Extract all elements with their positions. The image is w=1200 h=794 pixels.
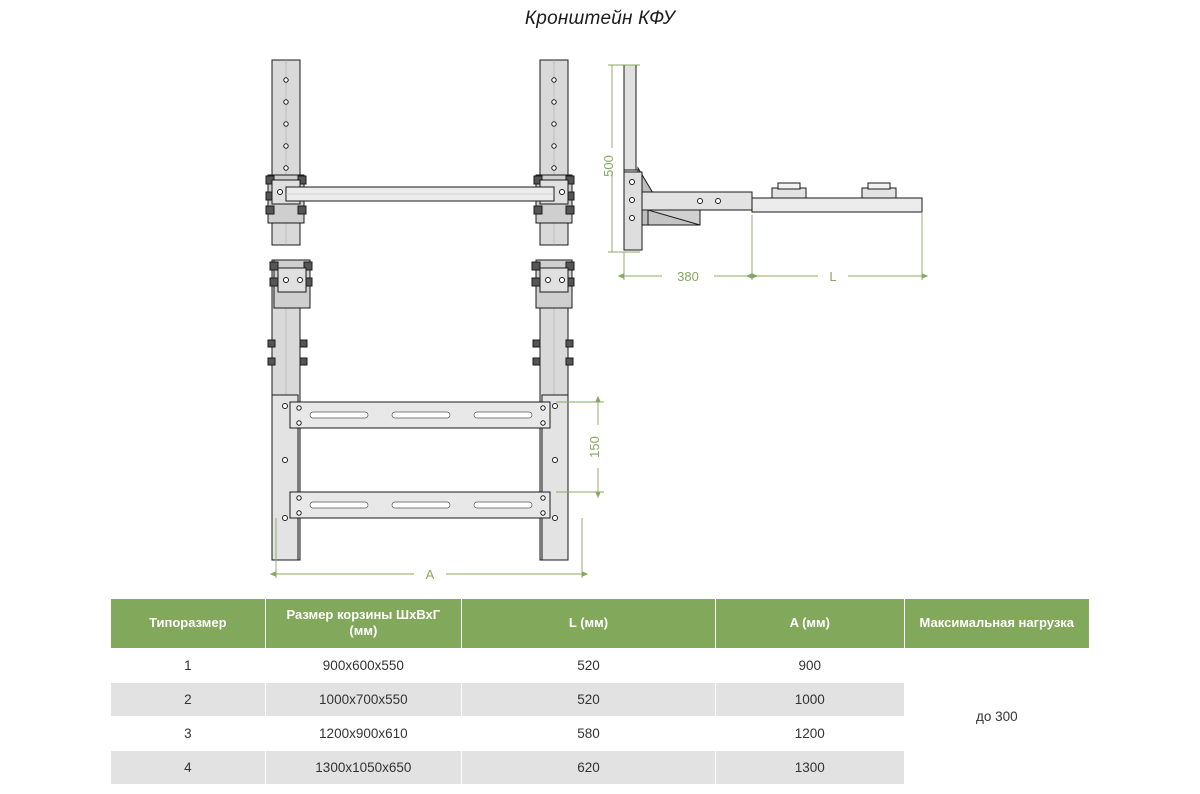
cell-basket: 1300x1050x650	[265, 750, 461, 784]
dimension-label-380: 380	[677, 269, 699, 284]
cell-max-load: до 300	[904, 648, 1089, 784]
dimension-label-500: 500	[601, 155, 616, 177]
page-title: Кронштейн КФУ	[524, 8, 676, 29]
dimension-label-a: A	[425, 567, 435, 582]
cell-size: 1	[111, 648, 266, 682]
table-header-row	[111, 599, 1090, 649]
cell-basket: 900x600x550	[265, 648, 461, 682]
cell-size: 2	[111, 682, 266, 716]
cell-a: 900	[715, 648, 904, 682]
specification-table	[110, 598, 1090, 785]
header-max-load: Максимальная нагрузка	[904, 599, 1089, 649]
header-basket: Размер корзины ШхВхГ (мм)	[265, 599, 461, 649]
cell-a: 1300	[715, 750, 904, 784]
dimension-label-l: L	[829, 269, 837, 284]
cell-size: 3	[111, 716, 266, 750]
cell-basket: 1000x700x550	[265, 682, 461, 716]
cell-basket: 1200x900x610	[265, 716, 461, 750]
cell-l: 620	[462, 750, 716, 784]
cell-a: 1200	[715, 716, 904, 750]
dimension-label-150: 150	[587, 436, 602, 458]
cell-size: 4	[111, 750, 266, 784]
header-l: L (мм)	[462, 599, 716, 649]
cell-a: 1000	[715, 682, 904, 716]
cell-l: 520	[462, 648, 716, 682]
header-size: Типоразмер	[111, 599, 266, 649]
header-a: A (мм)	[715, 599, 904, 649]
technical-drawing	[0, 40, 1200, 590]
cell-l: 580	[462, 716, 716, 750]
table-row	[111, 648, 1090, 682]
cell-l: 520	[462, 682, 716, 716]
